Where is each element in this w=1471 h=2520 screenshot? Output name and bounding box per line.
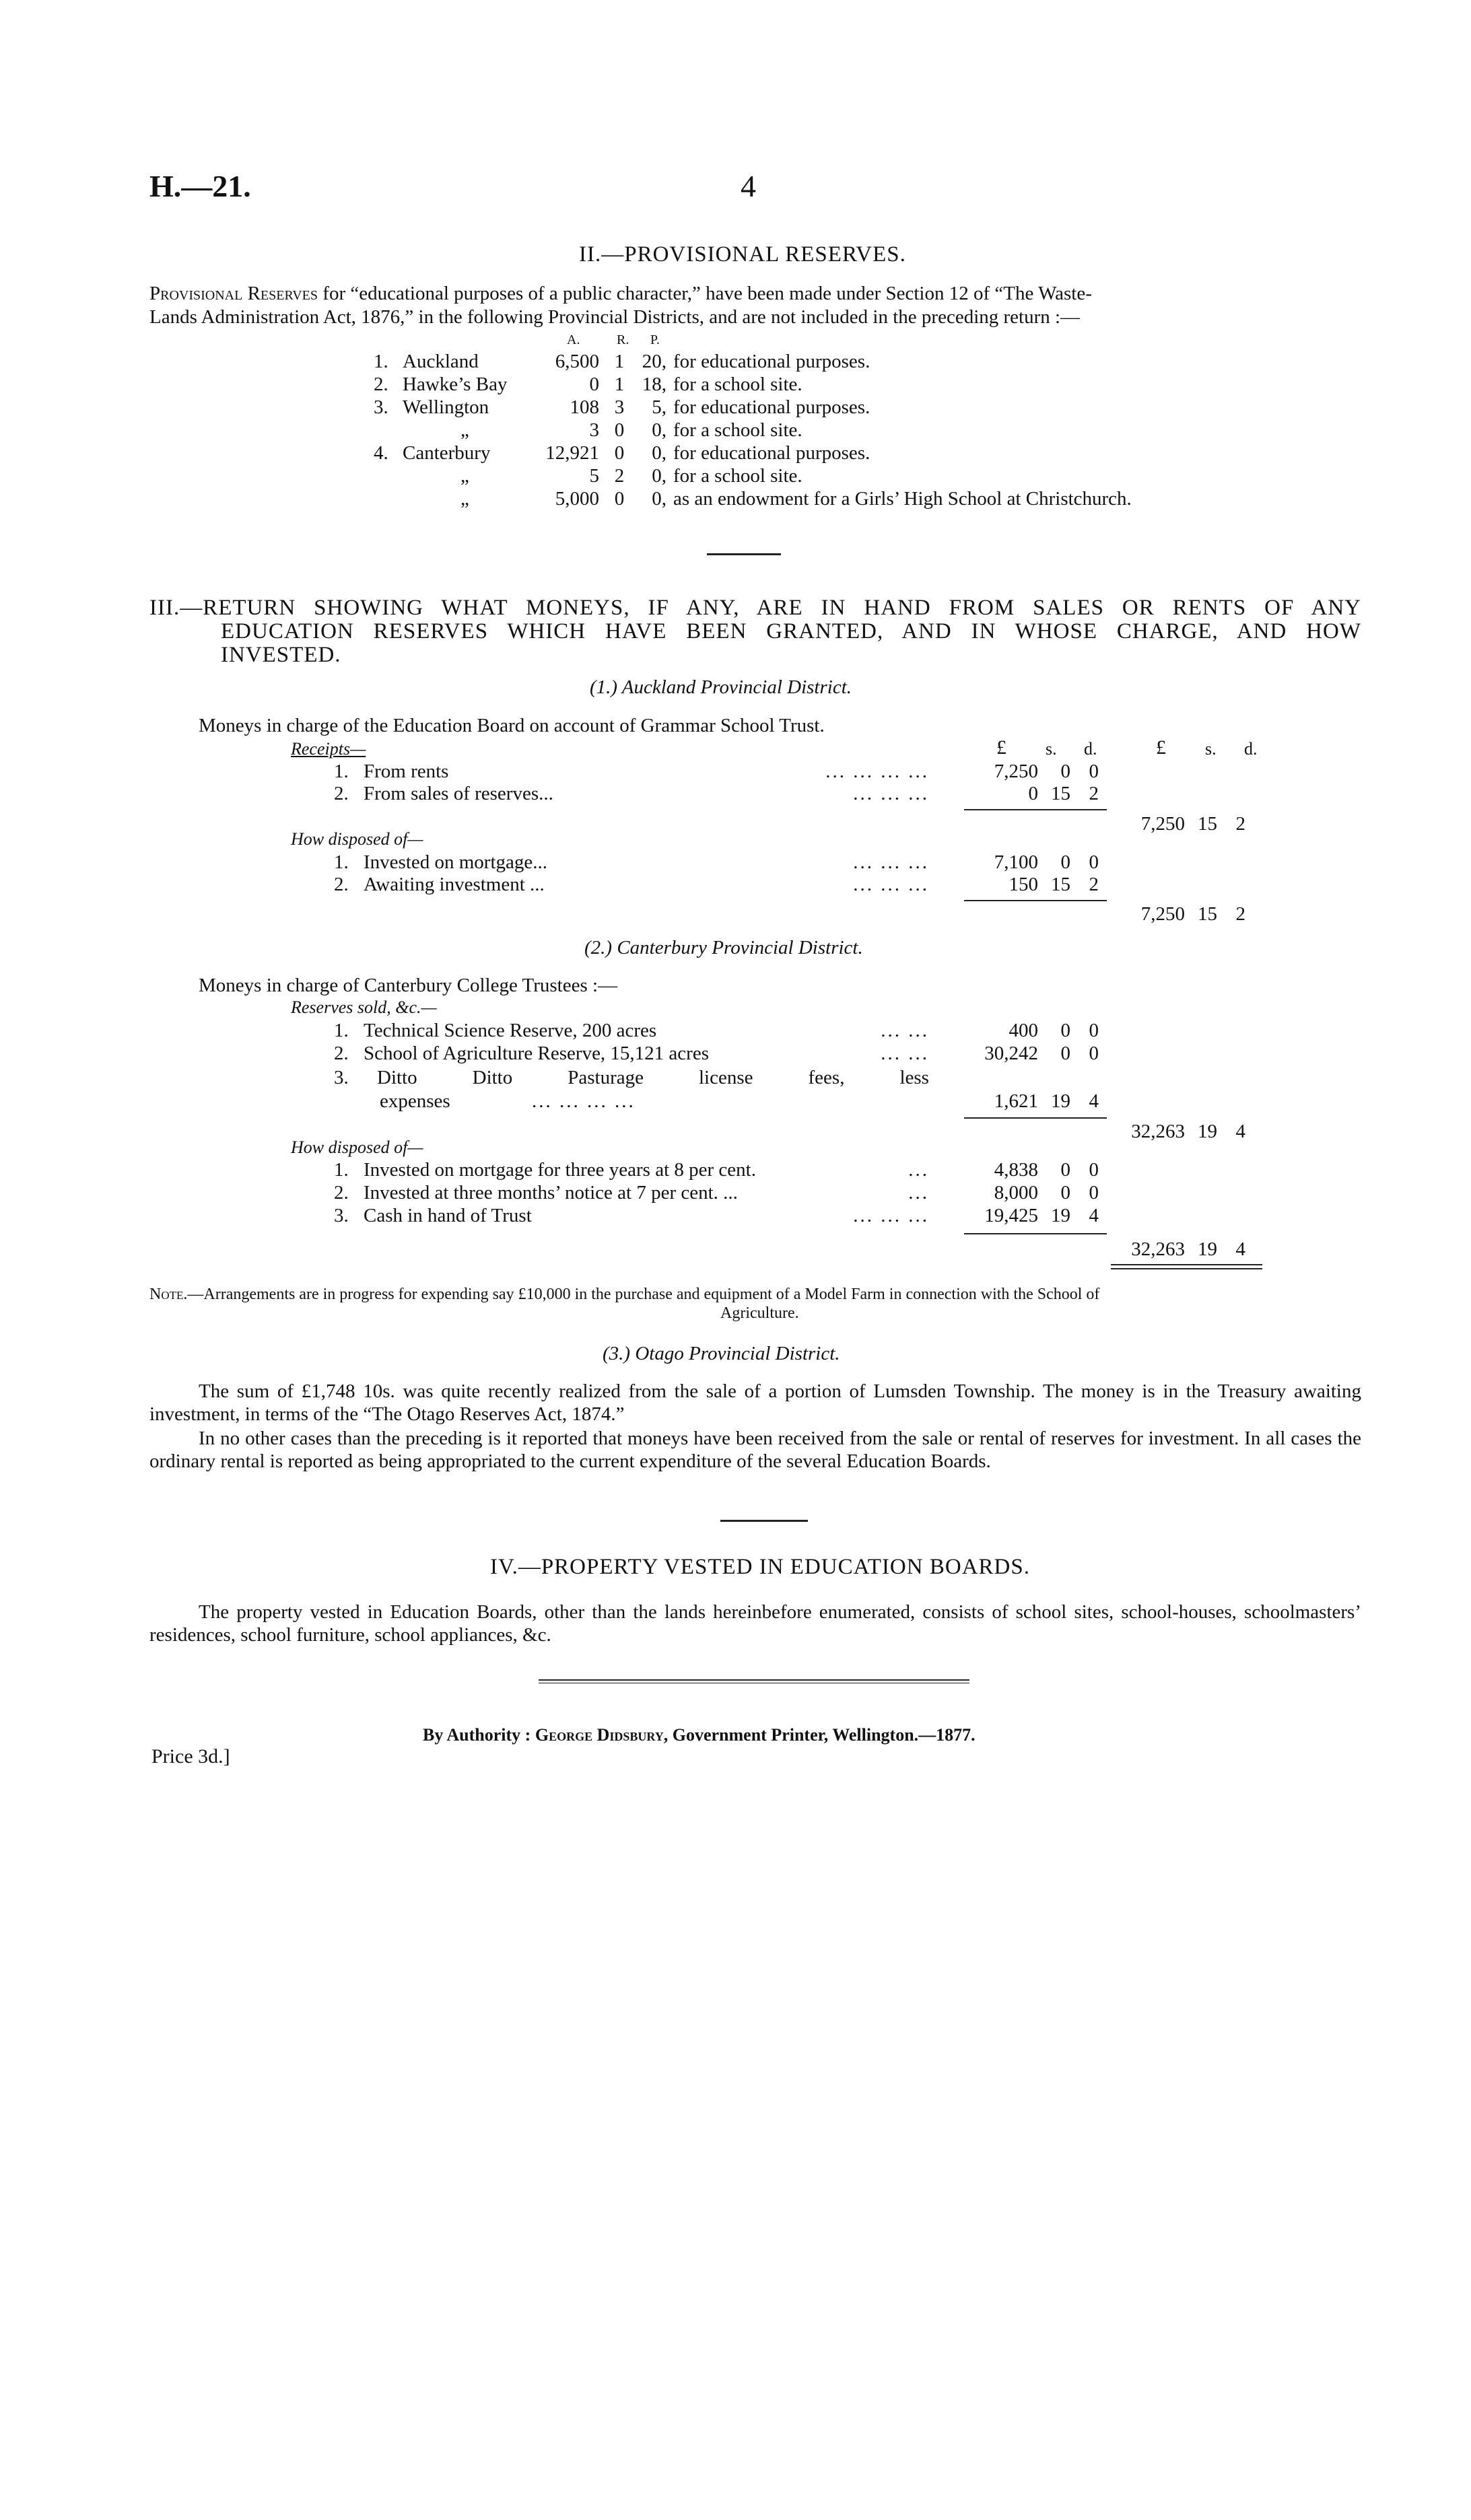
amount-pence: 0	[1089, 1159, 1099, 1181]
sold-item-3-line1	[377, 1067, 929, 1089]
item-number: 2.	[334, 1182, 349, 1203]
item-number: 3.	[334, 1205, 349, 1226]
item-number: 2.	[334, 874, 349, 895]
item-label: From sales of reserves...	[364, 783, 553, 804]
word: Pasturage	[568, 1067, 644, 1088]
disposed-label: How disposed of—	[291, 829, 423, 849]
col-header-roods: R.	[617, 332, 629, 347]
word: Ditto	[472, 1067, 513, 1088]
note-line2: Agriculture.	[720, 1304, 799, 1322]
item-number: 1.	[334, 1020, 349, 1041]
reserve-number: 4.	[374, 442, 388, 464]
amount-pence: 2	[1235, 903, 1245, 925]
amount-shillings: 0	[1060, 1020, 1070, 1041]
item-label: Invested at three months’ notice at 7 per cent. ...	[364, 1182, 738, 1203]
reserve-roods: 0	[614, 419, 625, 441]
note	[149, 1286, 1099, 1304]
authority-rest: , Government Printer, Wellington.—1877.	[663, 1725, 976, 1745]
pence-header-2: d.	[1244, 739, 1258, 759]
item-label: From rents	[364, 761, 449, 782]
section-4-heading: IV.—PROPERTY VESTED IN EDUCATION BOARDS.	[490, 1555, 1030, 1579]
item-number: 1.	[334, 1159, 349, 1181]
amount-pounds: 1,621	[994, 1090, 1038, 1112]
amount-shillings: 15	[1198, 903, 1217, 925]
authority-lead: By Authority :	[423, 1725, 535, 1745]
authority-imprint	[423, 1725, 976, 1745]
amount-pounds: 7,100	[994, 851, 1038, 873]
item-label: Invested on mortgage...	[364, 851, 548, 873]
canterbury-disposed-label: How disposed of—	[291, 1138, 423, 1157]
price: Price 3d.]	[151, 1745, 230, 1768]
section-3-heading-line3: INVESTED.	[221, 643, 341, 667]
amount-pence: 0	[1089, 1182, 1099, 1203]
dot-leader: ... ... ... ...	[825, 761, 929, 782]
reserve-district: Auckland	[403, 351, 479, 372]
item-number: 1.	[334, 761, 349, 782]
amount-shillings: 15	[1198, 813, 1217, 835]
amount-shillings: 19	[1051, 1205, 1070, 1226]
reserve-roods: 2	[614, 465, 625, 487]
section-2-intro	[149, 283, 1361, 305]
col-header-acres: A.	[567, 332, 580, 347]
reserve-purpose: for educational purposes.	[673, 396, 870, 418]
word: less	[899, 1067, 929, 1088]
otago-title: (3.) Otago Provincial District.	[603, 1343, 840, 1364]
amount-pounds: 30,242	[984, 1043, 1038, 1064]
amount-shillings: 15	[1051, 874, 1070, 895]
subtotal-rule	[964, 809, 1107, 810]
reserve-roods: 1	[614, 374, 625, 395]
item-label: Invested on mortgage for three years at 8 per cent.	[364, 1159, 756, 1181]
reserve-purpose: for educational purposes.	[673, 351, 870, 372]
amount-pounds: 32,263	[1131, 1238, 1185, 1260]
amount-pence: 4	[1235, 1121, 1245, 1142]
item-number: 2.	[334, 1043, 349, 1064]
word: license	[699, 1067, 753, 1088]
reserve-perches: 0,	[652, 465, 666, 487]
reserve-acres: 5,000	[555, 488, 599, 510]
item-label: Cash in hand of Trust	[364, 1205, 532, 1226]
amount-pounds: 4,838	[994, 1159, 1038, 1181]
reserve-purpose: as an endowment for a Girls’ High School at Christchurch.	[673, 488, 1132, 510]
auckland-title: (1.) Auckland Provincial District.	[590, 676, 852, 698]
reserve-roods: 0	[614, 442, 625, 464]
canterbury-title: (2.) Canterbury Provincial District.	[584, 937, 863, 958]
amount-shillings: 15	[1051, 783, 1070, 804]
reserves-sold-label: Reserves sold, &c.—	[291, 998, 437, 1017]
grand-total-rule	[1111, 1264, 1262, 1265]
subtotal-rule	[964, 1233, 1107, 1234]
amount-pence: 4	[1089, 1205, 1099, 1226]
col-header-perches: P.	[650, 332, 660, 347]
reserve-acres: 12,921	[545, 442, 599, 464]
page-reference: H.—21.	[149, 169, 251, 203]
shilling-header-1: s.	[1046, 739, 1057, 759]
amount-pence: 0	[1089, 851, 1099, 873]
amount-pounds: 8,000	[994, 1182, 1038, 1203]
section-3-heading-line2: EDUCATION RESERVES WHICH HAVE BEEN GRANTED, AND IN WHOSE CHARGE, AND HOW	[221, 619, 1361, 643]
reserve-district: Hawke’s Bay	[403, 374, 508, 395]
amount-shillings: 19	[1198, 1121, 1217, 1142]
amount-pence: 2	[1235, 813, 1245, 835]
reserve-perches: 0,	[652, 488, 666, 510]
amount-shillings: 0	[1060, 1043, 1070, 1064]
reserve-district: Wellington	[403, 396, 489, 418]
footer-rule	[539, 1679, 969, 1681]
reserve-district: Canterbury	[403, 442, 491, 464]
reserve-perches: 18,	[642, 374, 666, 395]
reserve-acres: 0	[589, 374, 599, 395]
reserve-roods: 3	[614, 396, 625, 418]
reserve-number: 3.	[374, 396, 388, 418]
amount-shillings: 0	[1060, 1182, 1070, 1203]
reserve-purpose: for a school site.	[673, 374, 802, 395]
grand-total-rule	[1111, 1268, 1262, 1269]
amount-pence: 0	[1089, 761, 1099, 782]
reserve-district: „	[460, 488, 469, 510]
amount-pounds: 400	[1008, 1020, 1038, 1041]
reserve-purpose: for educational purposes.	[673, 442, 870, 464]
amount-pounds: 0	[1028, 783, 1038, 804]
page-number: 4	[741, 169, 756, 203]
reserve-district: „	[460, 465, 469, 487]
sold-item-3-number: 3.	[334, 1067, 349, 1088]
amount-pounds: 32,263	[1131, 1121, 1185, 1142]
dot-leader: ... ... ...	[853, 783, 929, 804]
word: Ditto	[377, 1067, 417, 1088]
item-label: Awaiting investment ...	[364, 874, 545, 895]
reserve-roods: 0	[614, 488, 625, 510]
amount-pounds: 150	[1008, 874, 1038, 895]
item-label: School of Agriculture Reserve, 15,121 acres	[364, 1043, 709, 1064]
receipts-label: Receipts—	[291, 739, 366, 759]
dot-leader: ... ... ...	[853, 874, 929, 895]
reserve-acres: 5	[589, 465, 599, 487]
item-label: Technical Science Reserve, 200 acres	[364, 1020, 657, 1041]
reserve-district: „	[460, 419, 469, 441]
reserve-acres: 6,500	[555, 351, 599, 372]
amount-pence: 4	[1089, 1090, 1099, 1112]
amount-pence: 0	[1089, 1043, 1099, 1064]
note-lead: Note.	[149, 1286, 188, 1303]
sold-item-3-leader: ... ... ... ...	[532, 1090, 636, 1112]
amount-shillings: 19	[1051, 1090, 1070, 1112]
printer-name: George Didsbury	[535, 1725, 664, 1745]
section-3-heading-line1: III.—RETURN SHOWING WHAT MONEYS, IF ANY, ARE IN HAND FROM SALES OR RENTS OF ANY	[149, 596, 1361, 620]
subtotal-rule	[964, 900, 1107, 901]
amount-pounds: 7,250	[994, 761, 1038, 782]
amount-shillings: 19	[1198, 1238, 1217, 1260]
amount-pounds: 7,250	[1140, 813, 1185, 835]
amount-pence: 4	[1235, 1238, 1245, 1260]
section-2-intro-line2: Lands Administration Act, 1876,” in the following Provincial Districts, and are not included in the preceding return :—	[149, 306, 1081, 328]
amount-pounds: 19,425	[984, 1205, 1038, 1226]
pound-header-1: £	[996, 736, 1006, 759]
section-2-heading: II.—PROVISIONAL RESERVES.	[579, 242, 906, 267]
note-text: —Arrangements are in progress for expending say £10,000 in the purchase and equipment of a Model Farm in connection with the School of	[187, 1286, 1100, 1303]
amount-pence: 2	[1089, 783, 1099, 804]
otago-paragraph-1: The sum of £1,748 10s. was quite recently realized from the sale of a portion of Lumsden Township. The money is in the Treasury awaiting investment, in terms of the “The Otago Reserves Act, 1874.”	[149, 1380, 1361, 1425]
auckland-intro: Moneys in charge of the Education Board on account of Grammar School Trust.	[199, 715, 825, 736]
reserve-purpose: for a school site.	[673, 419, 802, 441]
amount-pounds: 7,250	[1140, 903, 1185, 925]
amount-shillings: 0	[1060, 761, 1070, 782]
dot-leader: ...	[908, 1159, 929, 1181]
amount-pence: 2	[1089, 874, 1099, 895]
item-number: 1.	[334, 851, 349, 873]
dot-leader: ... ... ...	[853, 851, 929, 873]
sold-item-3-line2: expenses	[380, 1090, 450, 1112]
item-number: 2.	[334, 783, 349, 804]
dot-leader: ...	[908, 1182, 929, 1203]
reserve-acres: 108	[570, 396, 599, 418]
reserve-number: 2.	[374, 374, 388, 395]
section-4-paragraph: The property vested in Education Boards, other than the lands hereinbefore enumerated, consists of school sites, school-houses, schoolmasters’ residences, school furniture, school appliances, &c.	[149, 1601, 1361, 1646]
word: fees,	[808, 1067, 845, 1088]
reserve-perches: 5,	[652, 396, 666, 418]
intro-rest: for “educational purposes of a public character,” have been made under Section 12 of “The Waste-	[318, 283, 1092, 304]
amount-shillings: 0	[1060, 851, 1070, 873]
reserve-perches: 0,	[652, 419, 666, 441]
dot-leader: ... ... ...	[853, 1205, 929, 1226]
amount-shillings: 0	[1060, 1159, 1070, 1181]
divider	[707, 553, 781, 555]
shilling-header-2: s.	[1205, 739, 1217, 759]
intro-lead: Provisional Reserves	[149, 283, 318, 304]
canterbury-intro: Moneys in charge of Canterbury College Trustees :—	[199, 975, 618, 996]
otago-paragraph-2: In no other cases than the preceding is it reported that moneys have been received from the sale or rental of reserves for investment. In all cases the ordinary rental is reported as being appropriated to the current expenditure of the several Education Boards.	[149, 1428, 1361, 1472]
divider	[720, 1520, 808, 1522]
reserve-perches: 0,	[652, 442, 666, 464]
subtotal-rule	[964, 1117, 1107, 1119]
dot-leader: ... ...	[881, 1020, 929, 1041]
reserve-roods: 1	[614, 351, 625, 372]
reserve-acres: 3	[589, 419, 599, 441]
reserve-number: 1.	[374, 351, 388, 372]
pound-header-2: £	[1156, 736, 1166, 759]
pence-header-1: d.	[1084, 739, 1097, 759]
dot-leader: ... ...	[881, 1043, 929, 1064]
amount-pence: 0	[1089, 1020, 1099, 1041]
reserve-perches: 20,	[642, 351, 666, 372]
reserve-purpose: for a school site.	[673, 465, 802, 487]
